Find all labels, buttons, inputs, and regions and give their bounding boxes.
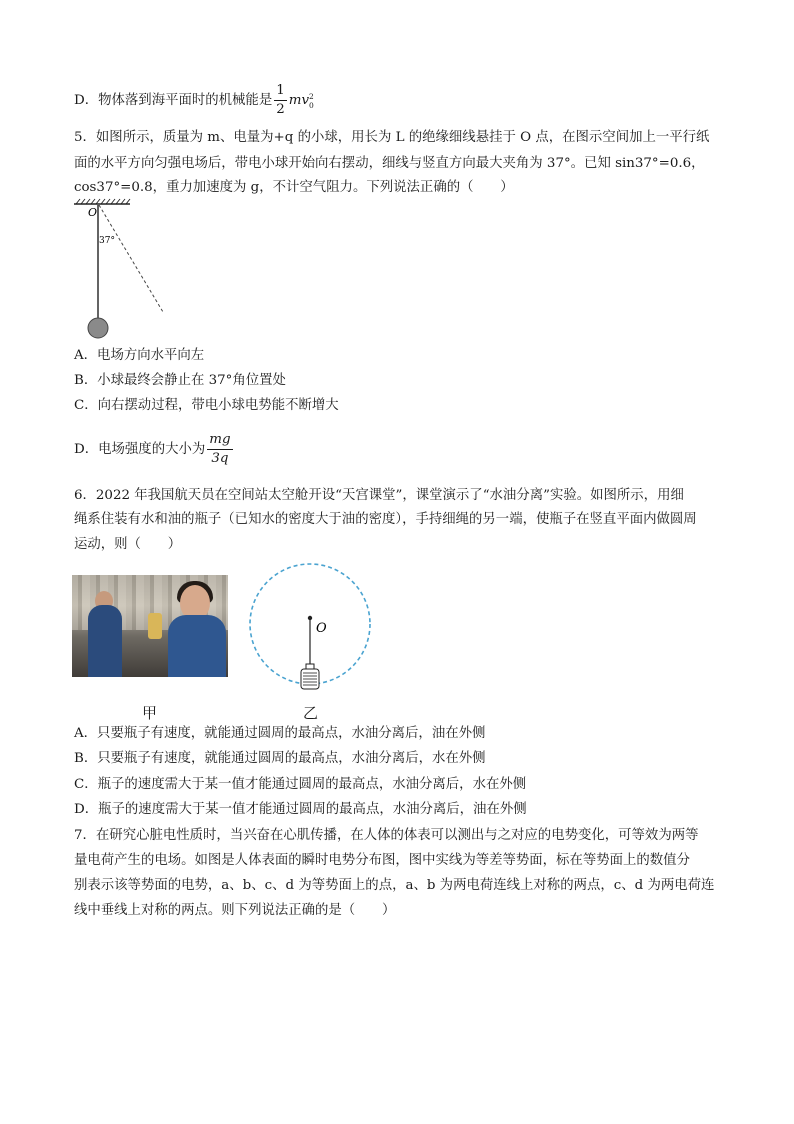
- center-o-label: O: [316, 621, 327, 636]
- q7-stem-line2: 量电荷产生的电场。如图是人体表面的瞬时电势分布图，图中实线为等差等势面，标在等势面上的数值分: [74, 853, 690, 868]
- point-o-label: O: [88, 206, 98, 219]
- q6-option-a: A．只要瓶子有速度，就能通过圆周的最高点，水油分离后，油在外侧: [74, 726, 486, 741]
- photo-person-left: [88, 605, 122, 677]
- q5-option-c: C．向右摆动过程，带电小球电势能不断增大: [74, 398, 339, 413]
- subscript: 0: [309, 100, 314, 110]
- q6-option-c: C．瓶子的速度需大于某一值才能通过圆周的最高点，水油分离后，水在外侧: [74, 777, 527, 792]
- q5-stem-line1: 5．如图所示，质量为 m、电量为+q 的小球，用长为 L 的绝缘细线悬挂于 O 点，在图示空间加上一平行纸: [74, 130, 710, 145]
- fraction-numerator: 1: [274, 82, 287, 101]
- q4-option-d-scripts: [309, 92, 314, 110]
- fraction-denominator: 2: [276, 102, 285, 117]
- fraction-denominator: 3q: [211, 451, 229, 466]
- photo-person-right: [168, 615, 226, 677]
- q5-stem-line2: 面的水平方向匀强电场后，带电小球开始向右摆动，细线与竖直方向最大夹角为 37°。已知 sin37°=0.6，: [74, 156, 705, 171]
- q6-circular-motion-figure: [246, 560, 376, 690]
- angle-label: 37°: [99, 236, 115, 246]
- q6-stem-line2: 绳系住装有水和油的瓶子（已知水的密度大于油的密度），手持细绳的另一端，使瓶子在竖直平面内做圆周: [74, 512, 697, 527]
- q5-option-d-text: D．电场强度的大小为: [74, 442, 206, 457]
- q6-stem-line1: 6．2022 年我国航天员在空间站太空舱开设“天宫课堂”，课堂演示了“水油分离”实验。如图所示，用细: [74, 488, 684, 503]
- q5-option-d: [74, 431, 235, 469]
- q6-photo-astronaut: [72, 575, 228, 677]
- bottle-cap: [306, 664, 314, 669]
- superscript: 2: [309, 91, 314, 101]
- q6-figure-label-left: 甲: [142, 704, 158, 722]
- q4-option-d-fraction: [274, 82, 287, 119]
- q7-stem-line3: 别表示该等势面的电势，a、b、c、d 为等势面上的点，a、b 为两电荷连线上对称的两点，c、d 为两电荷连: [74, 878, 715, 893]
- q6-stem-line3: 运动，则（ ）: [74, 537, 182, 552]
- q4-option-d-var: mv: [288, 93, 310, 108]
- q6-option-b: B．只要瓶子有速度，就能通过圆周的最高点，水油分离后，水在外侧: [74, 751, 486, 766]
- q5-option-d-fraction: [207, 431, 232, 468]
- deflected-dashed-line: [99, 205, 163, 312]
- q7-stem-line1: 7．在研究心脏电性质时，当兴奋在心肌传播，在人体的体表可以测出与之对应的电势变化，可等效为两等: [74, 828, 699, 843]
- charged-ball: [88, 318, 108, 338]
- q4-option-d: [74, 82, 314, 119]
- q4-option-d-text: D．物体落到海平面时的机械能是: [74, 93, 273, 108]
- q6-option-d: D．瓶子的速度需大于某一值才能通过圆周的最高点，水油分离后，油在外侧: [74, 802, 527, 817]
- q5-pendulum-figure: [68, 196, 188, 346]
- q7-stem-line4: 线中垂线上对称的两点。则下列说法正确的是（ ）: [74, 903, 396, 918]
- q5-stem-line3: cos37°=0.8，重力加速度为 g，不计空气阻力。下列说法正确的（ ）: [74, 180, 514, 195]
- photo-bottle: [148, 613, 162, 639]
- q6-figure-label-right: 乙: [303, 704, 319, 722]
- fraction-numerator: mg: [207, 431, 232, 450]
- q5-option-b: B．小球最终会静止在 37°角位置处: [74, 373, 286, 388]
- q5-option-a: A．电场方向水平向左: [74, 348, 205, 363]
